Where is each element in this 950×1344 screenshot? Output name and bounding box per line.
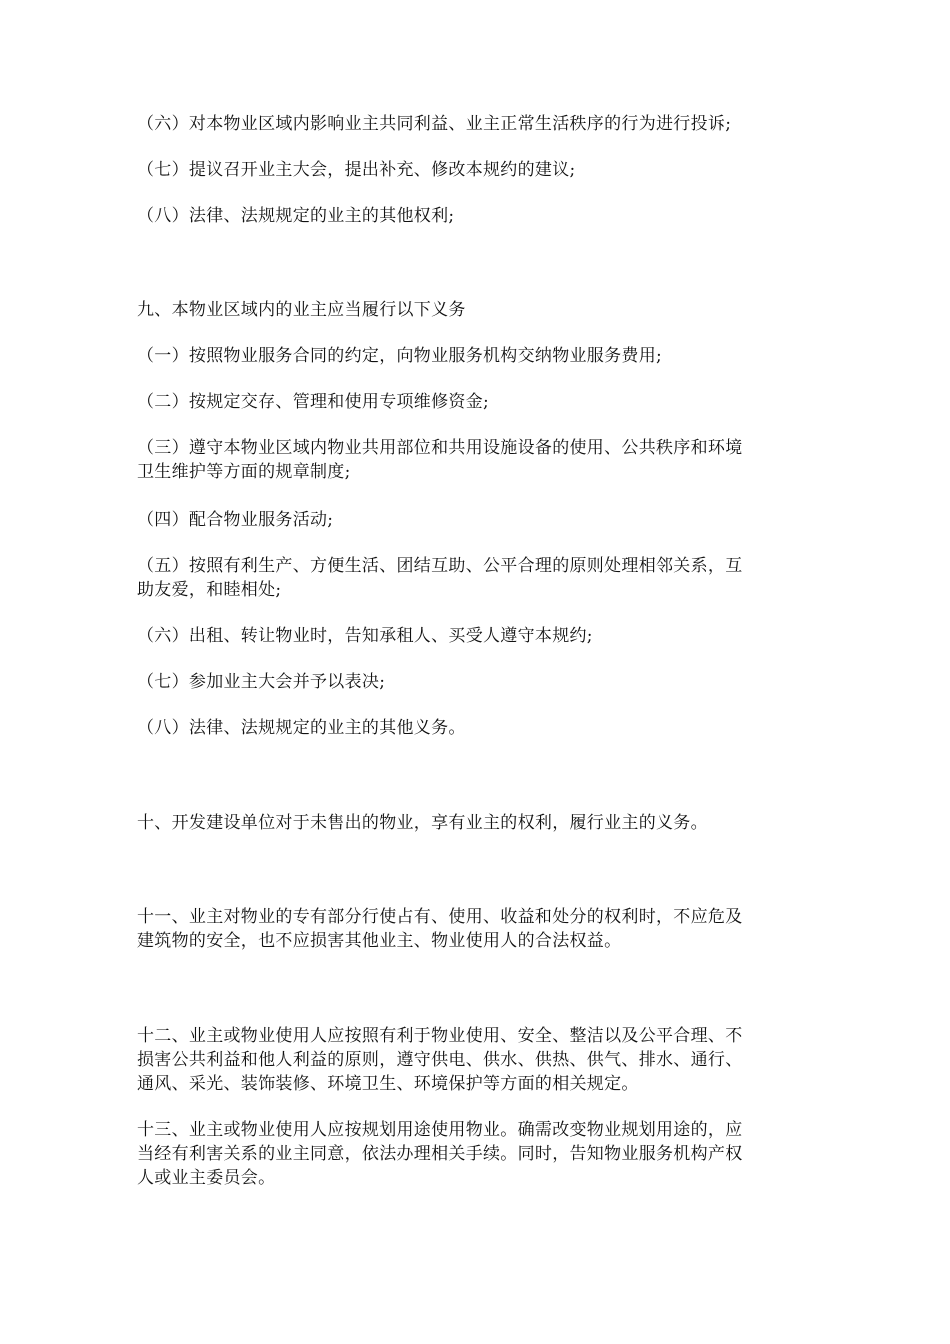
section-heading: 九、本物业区域内的业主应当履行以下义务 (137, 300, 466, 320)
text-line: （七）提议召开业主大会，提出补充、修改本规约的建议; (137, 160, 576, 180)
text-line: （六）对本物业区域内影响业主共同利益、业主正常生活秩序的行为进行投诉; (137, 114, 732, 134)
text-line: （六）出租、转让物业时，告知承租人、买受人遵守本规约; (137, 626, 593, 646)
text-line: （二）按规定交存、管理和使用专项维修资金; (137, 392, 490, 412)
text-line: 通风、采光、装饰装修、环境卫生、环境保护等方面的相关规定。 (137, 1074, 639, 1094)
section-heading: 十二、业主或物业使用人应按照有利于物业使用、安全、整洁以及公平合理、不 (137, 1026, 743, 1046)
text-line: （四）配合物业服务活动; (137, 510, 334, 530)
section-heading: 十三、业主或物业使用人应按规划用途使用物业。确需改变物业规划用途的，应 (137, 1120, 743, 1140)
text-line: （八）法律、法规规定的业主的其他义务。 (137, 718, 466, 738)
text-line: 助友爱，和睦相处; (137, 580, 282, 600)
text-line: 人或业主委员会。 (137, 1168, 276, 1188)
section-heading: 十、开发建设单位对于未售出的物业，享有业主的权利，履行业主的义务。 (137, 813, 708, 833)
text-line: 建筑物的安全，也不应损害其他业主、物业使用人的合法权益。 (137, 931, 622, 951)
text-line: （七）参加业主大会并予以表决; (137, 672, 386, 692)
text-line: 卫生维护等方面的规章制度; (137, 462, 351, 482)
text-line: （五）按照有利生产、方便生活、团结互助、公平合理的原则处理相邻关系，互 (137, 556, 743, 576)
section-heading: 十一、业主对物业的专有部分行使占有、使用、收益和处分的权利时，不应危及 (137, 907, 743, 927)
text-line: （一）按照物业服务合同的约定，向物业服务机构交纳物业服务费用; (137, 346, 663, 366)
text-line: 当经有利害关系的业主同意，依法办理相关手续。同时，告知物业服务机构产权 (137, 1144, 743, 1164)
text-line: （八）法律、法规规定的业主的其他权利; (137, 206, 455, 226)
text-line: （三）遵守本物业区域内物业共用部位和共用设施设备的使用、公共秩序和环境 (137, 438, 743, 458)
text-line: 损害公共利益和他人利益的原则，遵守供电、供水、供热、供气、排水、通行、 (137, 1050, 743, 1070)
